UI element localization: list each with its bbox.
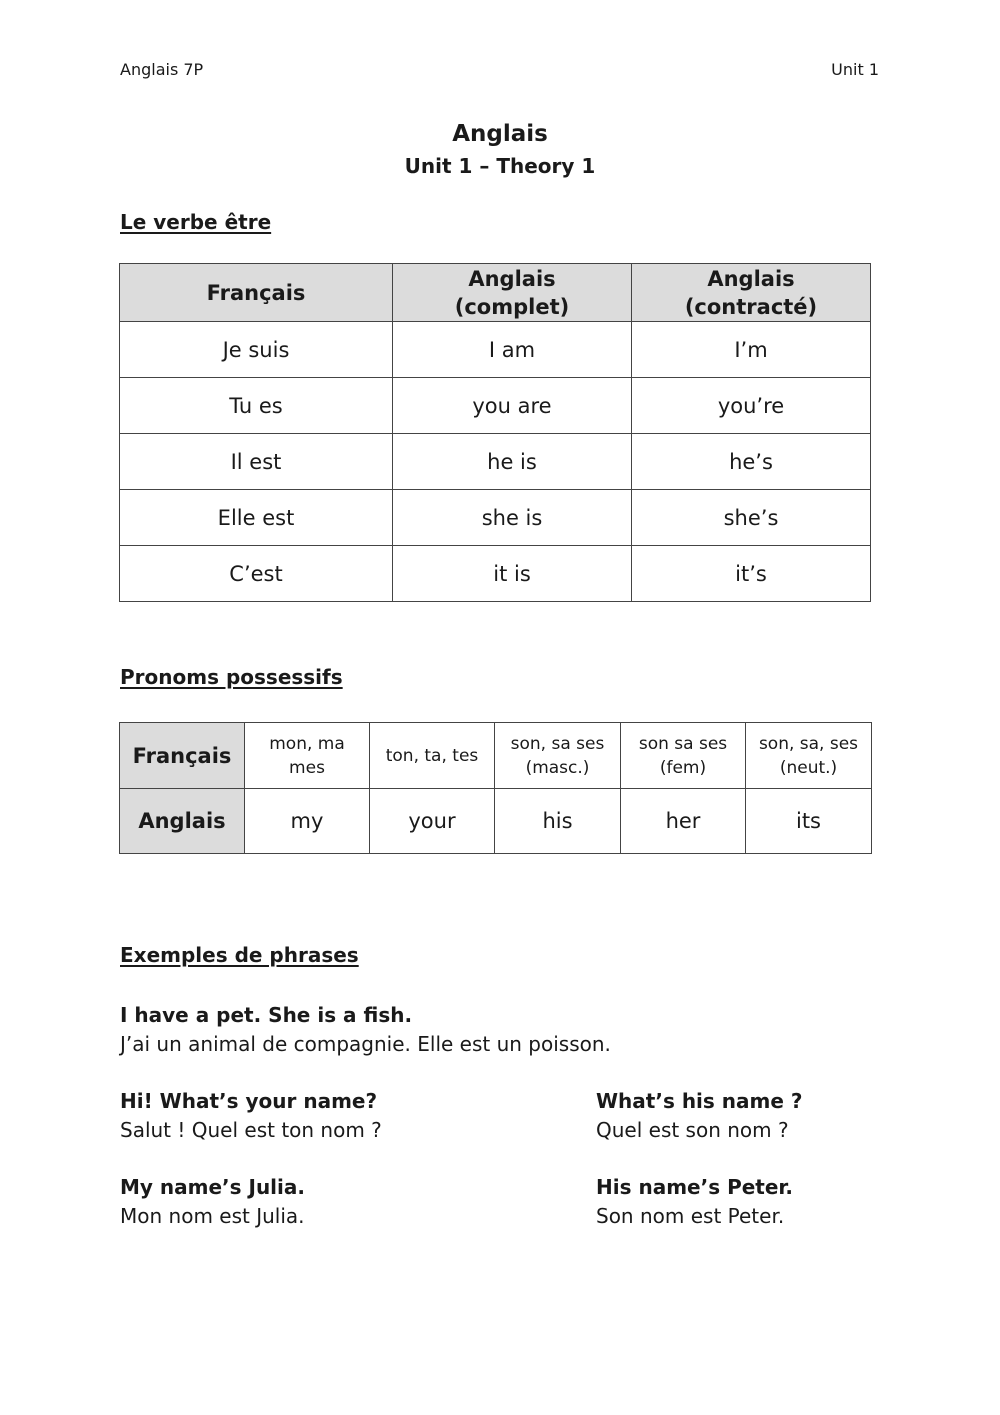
verb-francais-cell: Il est	[120, 434, 393, 490]
example-sentence	[120, 1001, 611, 1059]
verb-section-heading: Le verbe être	[120, 210, 272, 234]
verb-table-header-row	[120, 264, 871, 322]
table-row	[120, 546, 871, 602]
possessive-english-cell: my	[245, 789, 370, 854]
table-row	[120, 378, 871, 434]
possessive-french-row	[120, 723, 872, 789]
verb-francais-cell: Je suis	[120, 322, 393, 378]
possessive-row-label-francais: Français	[120, 723, 245, 789]
example-sentence	[120, 1173, 305, 1231]
header-unit: Unit 1	[831, 60, 879, 79]
possessive-french-line: son sa ses	[638, 733, 728, 754]
verb-col-anglais-contracte-line2: (contracté)	[684, 294, 818, 319]
example-english: My name’s Julia.	[120, 1175, 305, 1199]
possessive-english-cell: his	[495, 789, 621, 854]
example-english: Hi! What’s your name?	[120, 1089, 378, 1113]
possessive-french-cell	[495, 723, 621, 789]
example-english: His name’s Peter.	[596, 1175, 794, 1199]
verb-contracte-cell: I’m	[632, 322, 871, 378]
possessive-row-label-anglais: Anglais	[120, 789, 245, 854]
example-french: Salut ! Quel est ton nom ?	[120, 1118, 382, 1142]
verb-contracte-cell: she’s	[632, 490, 871, 546]
possessive-english-cell: your	[370, 789, 495, 854]
verb-complet-cell: it is	[393, 546, 632, 602]
possessive-french-line: (neut.)	[779, 757, 838, 778]
verb-francais-cell: Elle est	[120, 490, 393, 546]
possessive-english-cell: its	[746, 789, 872, 854]
possessive-french-cell	[245, 723, 370, 789]
example-french: Mon nom est Julia.	[120, 1204, 305, 1228]
table-row	[120, 322, 871, 378]
possessive-french-line: (masc.)	[525, 757, 590, 778]
table-row	[120, 434, 871, 490]
verb-francais-cell: Tu es	[120, 378, 393, 434]
example-french: Son nom est Peter.	[596, 1204, 785, 1228]
verb-table	[119, 263, 871, 602]
verb-complet-cell: she is	[393, 490, 632, 546]
table-row	[120, 490, 871, 546]
possessive-table	[119, 722, 872, 854]
verb-complet-cell: you are	[393, 378, 632, 434]
possessive-french-line: son, sa ses	[510, 733, 605, 754]
possessive-french-cell	[746, 723, 872, 789]
possessive-french-line: mes	[289, 757, 325, 778]
possessive-english-cell: her	[621, 789, 746, 854]
verb-col-anglais-contracte	[632, 264, 871, 322]
possessive-french-line: ton, ta, tes	[385, 745, 479, 766]
verb-francais-cell: C’est	[120, 546, 393, 602]
page-title: Anglais	[452, 121, 548, 147]
possessive-english-row	[120, 789, 872, 854]
possessive-french-line: mon, ma	[269, 733, 345, 754]
example-french: Quel est son nom ?	[596, 1118, 789, 1142]
example-english: What’s his name ?	[596, 1089, 803, 1113]
verb-col-anglais-contracte-line1: Anglais	[707, 266, 795, 291]
verb-complet-cell: I am	[393, 322, 632, 378]
possessive-french-cell	[621, 723, 746, 789]
example-english: I have a pet. She is a fish.	[120, 1003, 413, 1027]
verb-col-anglais-complet	[393, 264, 632, 322]
page-subtitle: Unit 1 – Theory 1	[404, 154, 596, 178]
verb-contracte-cell: you’re	[632, 378, 871, 434]
verb-contracte-cell: he’s	[632, 434, 871, 490]
possessive-french-cell	[370, 723, 495, 789]
verb-contracte-cell: it’s	[632, 546, 871, 602]
verb-col-anglais-complet-line2: (complet)	[454, 294, 570, 319]
verb-complet-cell: he is	[393, 434, 632, 490]
header-course: Anglais 7P	[120, 60, 204, 79]
verb-col-francais-label: Français	[206, 280, 306, 305]
verb-col-francais	[120, 264, 393, 322]
example-sentence	[120, 1087, 382, 1145]
example-sentence	[596, 1087, 802, 1145]
example-sentence	[596, 1173, 793, 1231]
possessive-french-line: son, sa, ses	[758, 733, 859, 754]
possessive-section-heading: Pronoms possessifs	[120, 665, 343, 689]
examples-section-heading: Exemples de phrases	[120, 943, 359, 967]
possessive-french-line: (fem)	[659, 757, 707, 778]
example-french: J’ai un animal de compagnie. Elle est un poisson.	[120, 1032, 611, 1056]
verb-col-anglais-complet-line1: Anglais	[468, 266, 556, 291]
